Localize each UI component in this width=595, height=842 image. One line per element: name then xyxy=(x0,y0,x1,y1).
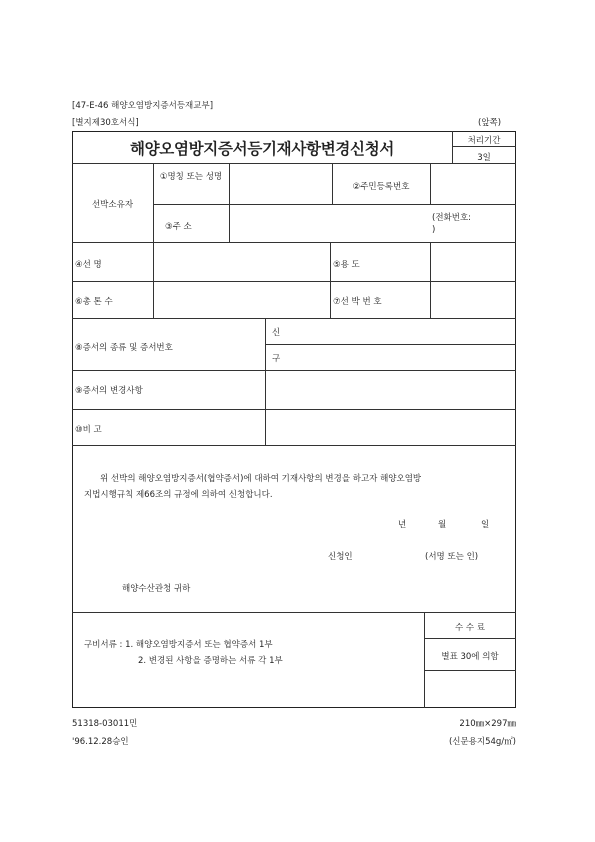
addressee: 해양수산관청 귀하 xyxy=(122,584,191,594)
required-documents-line-1: 구비서류 : 1. 해양오염방지증서 또는 협약증서 1부 xyxy=(84,640,273,650)
footer-approval: '96.12.28승인 xyxy=(72,737,129,747)
footer-size: 210㎜×297㎜ xyxy=(459,719,516,729)
ship-use-label: ⑤용 도 xyxy=(333,260,360,270)
date-year-label: 년 xyxy=(398,520,407,530)
certificate-kind-label: ⑧증서의 종류 및 증서번호 xyxy=(75,343,173,353)
form-title: 해양오염방지증서등기재사항변경신청서 xyxy=(129,140,395,158)
processing-value: 3일 xyxy=(477,153,491,163)
statement-line-2: 지법시행규칙 제66조의 규정에 의하여 신청합니다. xyxy=(84,490,273,500)
form-code: [47-E-46 해양오염방지증서등재교부] xyxy=(72,101,214,111)
fee-value: 별표 30에 의함 xyxy=(441,652,499,662)
owner-phone-close: ) xyxy=(432,225,436,235)
owner-id-label: ②주민등록번호 xyxy=(352,182,410,192)
owner-address-label: ③주 소 xyxy=(165,222,192,232)
ship-number-label: ⑦선 박 번 호 xyxy=(333,297,382,307)
footer-paper: (신문용지54g/㎡) xyxy=(448,737,516,747)
remarks-label: ⑩비 고 xyxy=(75,425,102,435)
processing-label: 처리기간 xyxy=(467,136,501,146)
statement-line-1: 위 선박의 해양오염방지증서(협약증서)에 대하여 기재사항의 변경을 하고자 해양오염방 xyxy=(100,474,422,484)
certificate-changes-label: ⑨증서의 변경사항 xyxy=(75,386,143,396)
certificate-new-label: 신 xyxy=(272,328,281,338)
annex-label: [별지제30호서식] xyxy=(72,118,139,128)
certificate-old-label: 구 xyxy=(272,354,281,364)
applicant-label: 신청인 xyxy=(328,552,353,562)
owner-phone-label: (전화번호: xyxy=(432,213,472,223)
date-month-label: 월 xyxy=(438,520,447,530)
owner-name-label: ①명칭 또는 성명 xyxy=(159,172,223,182)
tonnage-label: ⑥총 톤 수 xyxy=(75,297,113,307)
owner-section-label: 선박소유자 xyxy=(91,200,134,210)
signature-label: (서명 또는 인) xyxy=(425,552,479,562)
required-documents-line-2: 2. 변경된 사항을 증명하는 서류 각 1부 xyxy=(138,656,283,666)
ship-name-label: ④선 명 xyxy=(75,260,102,270)
side-label: (앞쪽) xyxy=(478,118,502,128)
fee-label: 수 수 료 xyxy=(454,623,486,633)
date-day-label: 일 xyxy=(481,520,490,530)
footer-code: 51318-03011민 xyxy=(72,719,138,729)
